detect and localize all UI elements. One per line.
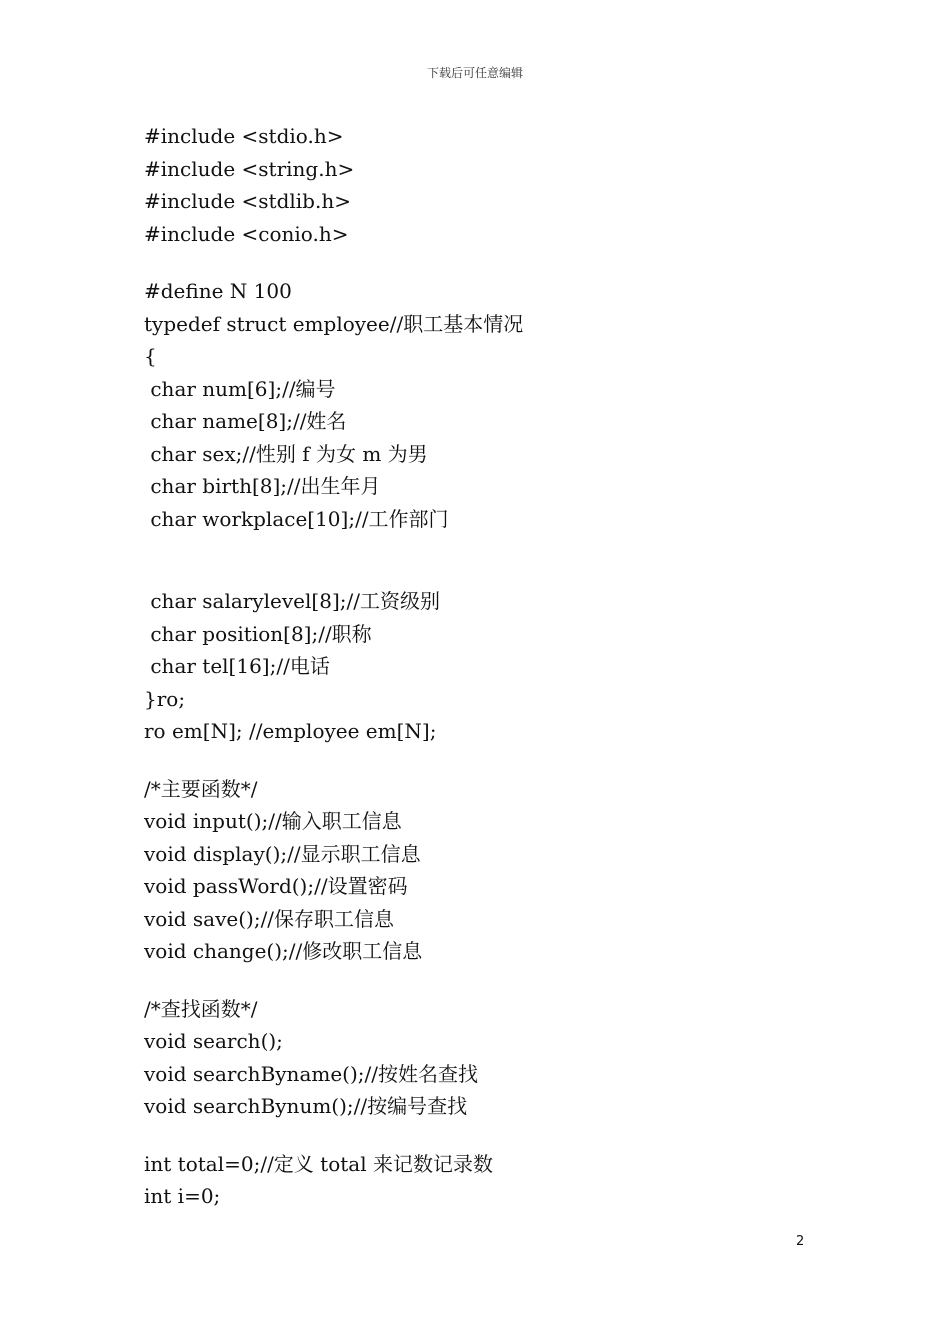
code-line: #include <string.h> bbox=[144, 156, 355, 181]
code-line: char workplace[10];//工作部门 bbox=[144, 506, 449, 531]
code-line: int i=0; bbox=[144, 1184, 221, 1208]
blank-line bbox=[144, 250, 864, 275]
code-line: #include <conio.h> bbox=[144, 221, 349, 246]
code-line: char salarylevel[8];//工资级别 bbox=[144, 589, 440, 613]
code-line: void search(); bbox=[144, 1029, 283, 1053]
code-line: ro em[N]; //employee em[N]; bbox=[144, 719, 437, 743]
blank-line bbox=[144, 748, 864, 773]
page-header-note: 下载后可任意编辑 bbox=[426, 66, 523, 80]
code-line: char position[8];//职称 bbox=[144, 621, 372, 646]
code-line: char name[8];//姓名 bbox=[144, 409, 347, 433]
code-line: { bbox=[144, 344, 157, 368]
code-line: char sex;//性别 f 为女 m 为男 bbox=[144, 441, 428, 466]
code-line: void searchByname();//按姓名查找 bbox=[144, 1061, 478, 1086]
blank-line bbox=[144, 1123, 864, 1148]
code-line: void change();//修改职工信息 bbox=[144, 939, 423, 963]
code-line: void input();//输入职工信息 bbox=[144, 809, 402, 833]
code-line: #include <stdio.h> bbox=[144, 124, 344, 148]
code-line: int total=0;//定义 total 来记数记录数 bbox=[144, 1151, 493, 1176]
page-number: 2 bbox=[796, 1234, 805, 1249]
code-line: void searchBynum();//按编号查找 bbox=[144, 1094, 468, 1118]
code-line: }ro; bbox=[144, 686, 186, 711]
code-line: void save();//保存职工信息 bbox=[144, 906, 395, 931]
blank-line bbox=[144, 968, 864, 993]
code-line: char birth[8];//出生年月 bbox=[144, 474, 381, 498]
code-line: #define N 100 bbox=[144, 279, 292, 303]
code-comment: /*主要函数*/ bbox=[144, 776, 258, 801]
code-line: typedef struct employee//职工基本情况 bbox=[144, 311, 524, 336]
code-line: #include <stdlib.h> bbox=[144, 189, 351, 213]
code-comment: /*查找函数*/ bbox=[144, 996, 258, 1021]
code-line: char num[6];//编号 bbox=[144, 376, 336, 401]
code-listing bbox=[144, 120, 864, 1213]
code-line: void display();//显示职工信息 bbox=[144, 841, 421, 866]
code-line: char tel[16];//电话 bbox=[144, 654, 330, 678]
code-line: void passWord();//设置密码 bbox=[144, 874, 408, 898]
blank-line bbox=[144, 535, 864, 585]
